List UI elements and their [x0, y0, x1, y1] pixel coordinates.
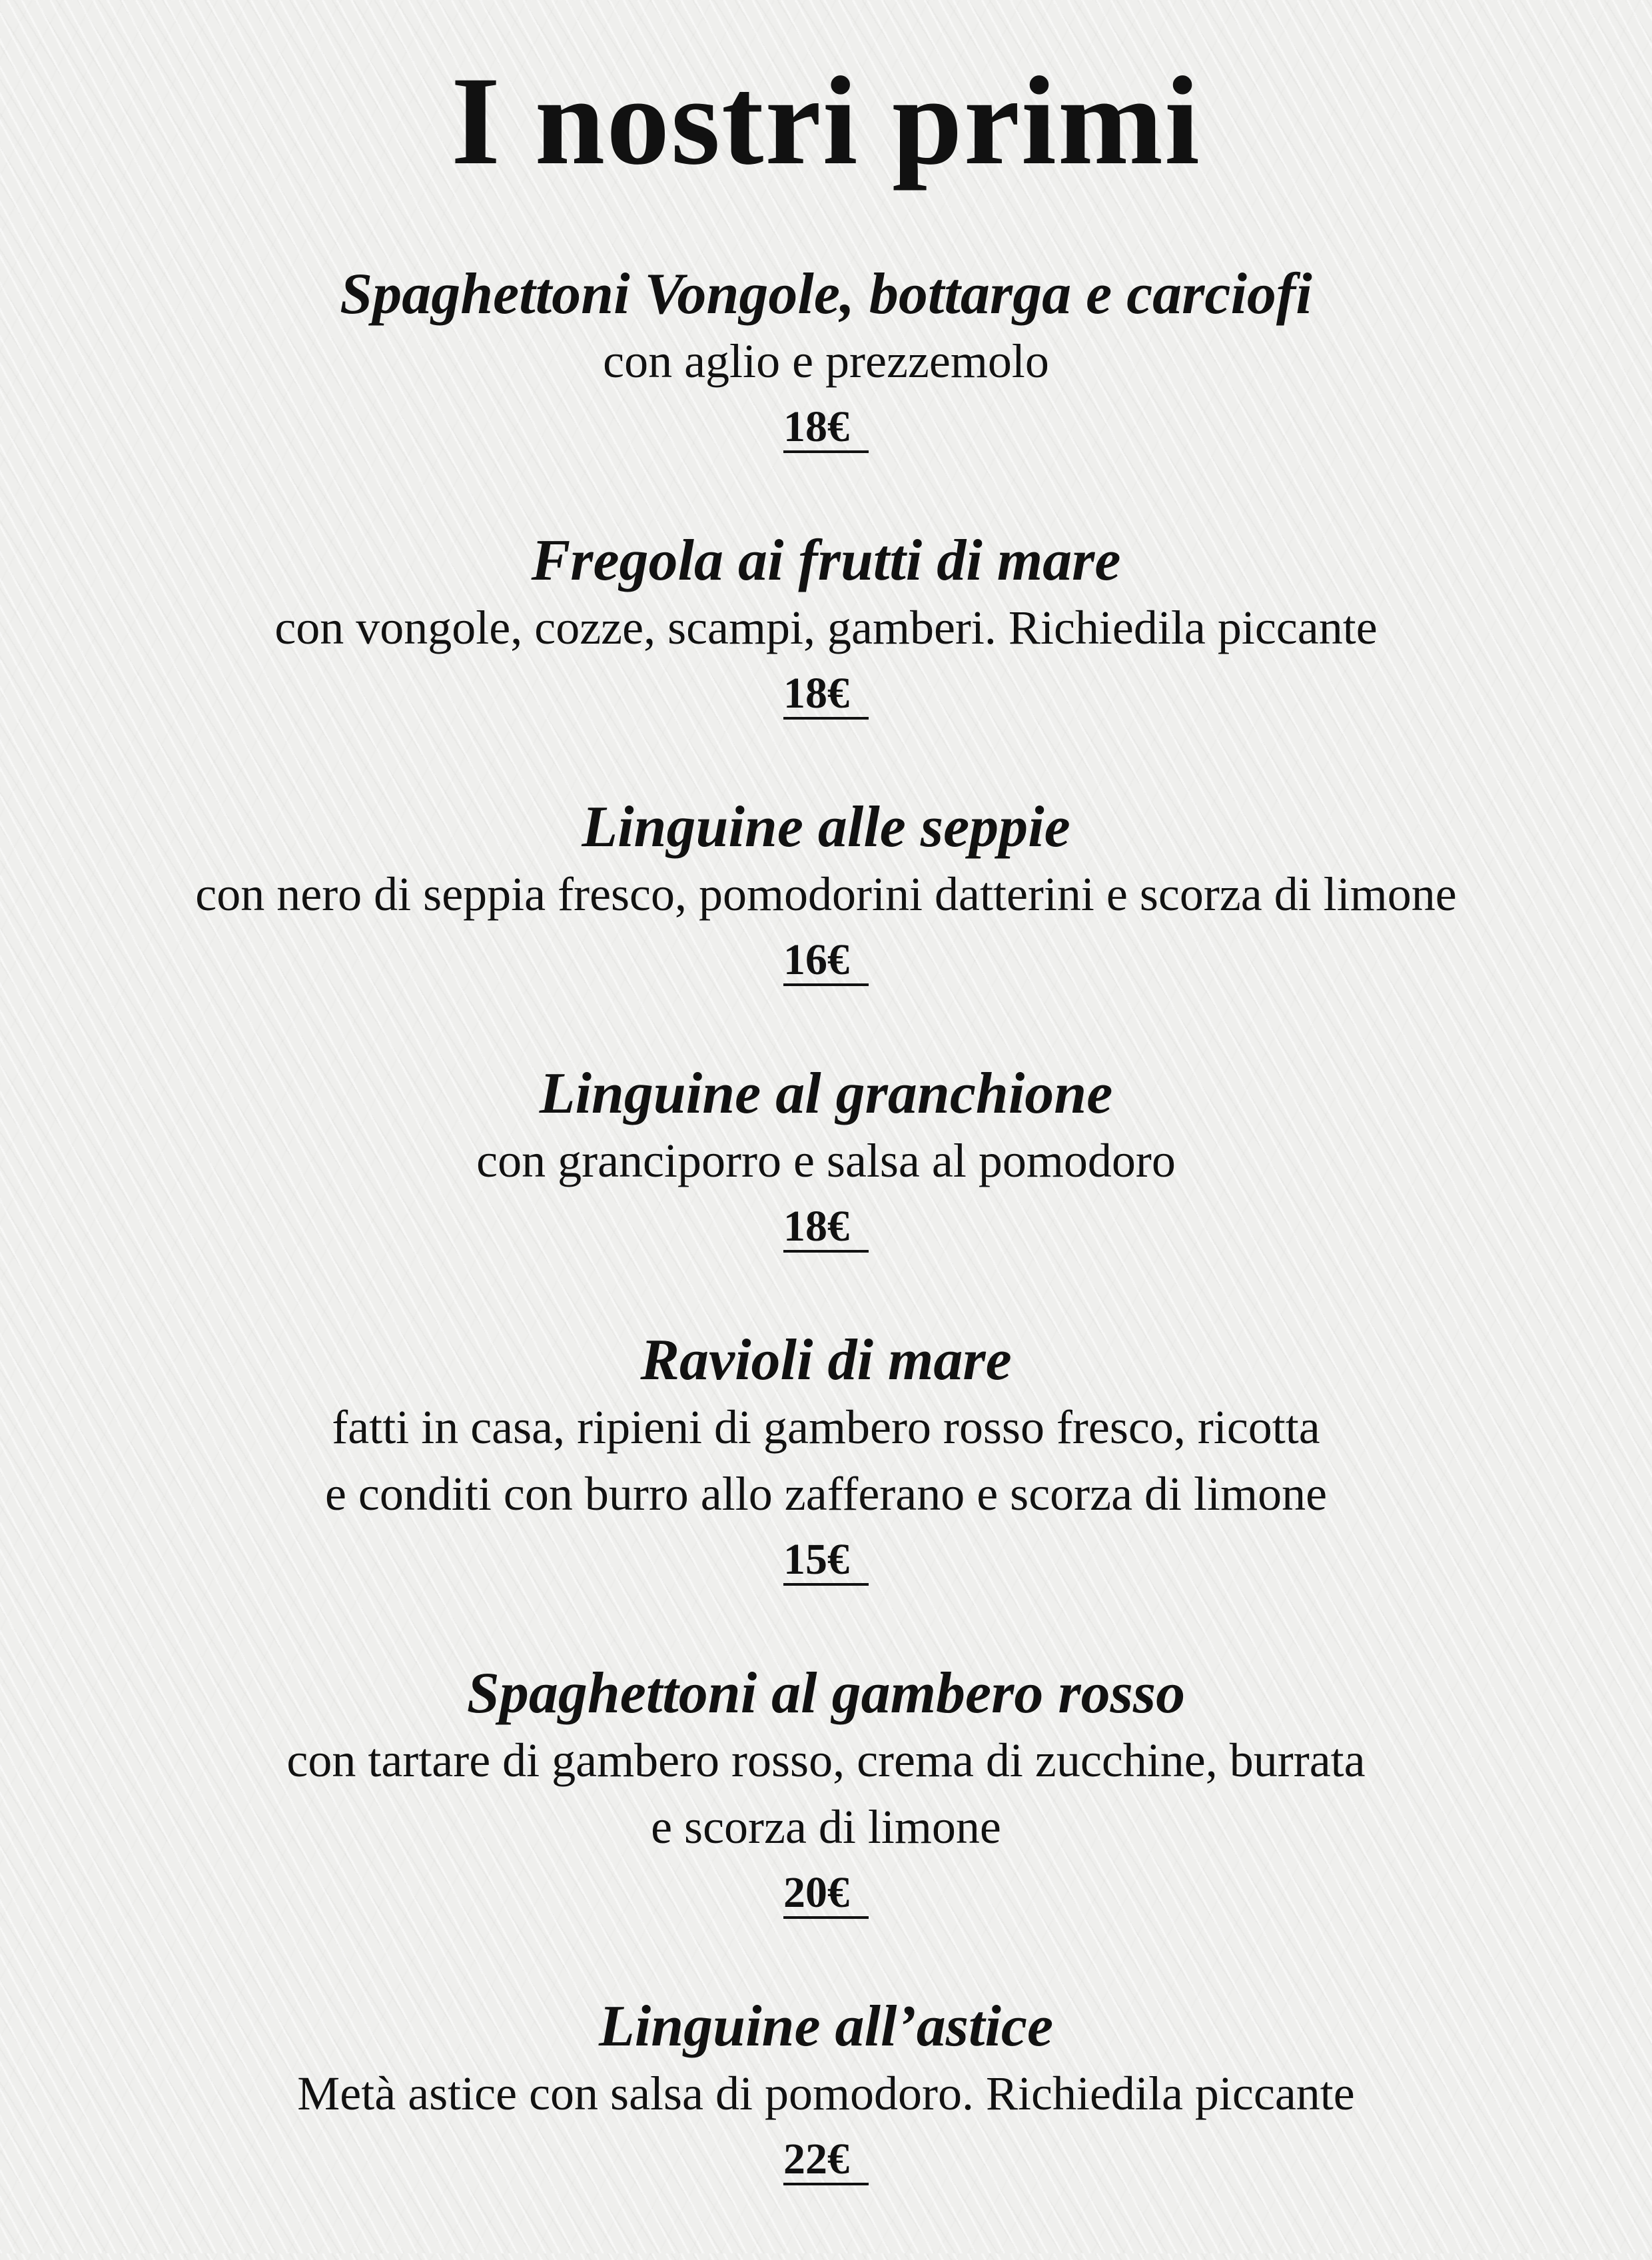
dish-price: 22€ — [783, 2136, 869, 2185]
dish-price: 18€ — [783, 670, 869, 720]
dish-description: fatti in casa, ripieni di gambero rosso fresco, ricotta — [332, 1401, 1320, 1454]
dish-price: 18€ — [783, 404, 869, 453]
menu-item — [0, 1660, 1652, 1993]
dish-description: con granciporro e salsa al pomodoro — [476, 1134, 1176, 1187]
dish-name: Spaghettoni al gambero rosso — [466, 1661, 1186, 1726]
dish-price: 15€ — [783, 1536, 869, 1586]
menu-list — [0, 261, 1652, 2260]
dish-description: con tartare di gambero rosso, crema di zucchine, burrata — [286, 1734, 1366, 1787]
menu-item — [0, 528, 1652, 794]
menu-item — [0, 1993, 1652, 2260]
dish-description: Metà astice con salsa di pomodoro. Richiedila piccante — [297, 2067, 1355, 2120]
menu-item — [0, 1327, 1652, 1660]
dish-price: 18€ — [783, 1203, 869, 1253]
dish-price: 20€ — [783, 1870, 869, 1919]
dish-name: Linguine alle seppie — [582, 795, 1070, 859]
dish-description: e conditi con burro allo zafferano e scorza di limone — [324, 1467, 1328, 1520]
dish-name: Spaghettoni Vongole, bottarga e carciofi — [340, 262, 1312, 326]
dish-price: 16€ — [783, 937, 869, 986]
dish-description: con vongole, cozze, scampi, gamberi. Richiedila piccante — [274, 601, 1378, 654]
dish-name: Fregola ai frutti di mare — [531, 528, 1121, 593]
dish-name: Ravioli di mare — [640, 1328, 1012, 1393]
menu-item — [0, 794, 1652, 1061]
dish-description: e scorza di limone — [651, 1800, 1001, 1854]
menu-item — [0, 261, 1652, 528]
dish-name: Linguine al granchione — [539, 1061, 1113, 1126]
menu-item — [0, 1061, 1652, 1327]
dish-description: con nero di seppia fresco, pomodorini datterini e scorza di limone — [195, 867, 1457, 921]
dish-name: Linguine all’astice — [599, 1994, 1053, 2059]
menu-title: I nostri primi — [451, 51, 1201, 191]
dish-description: con aglio e prezzemolo — [603, 334, 1049, 388]
